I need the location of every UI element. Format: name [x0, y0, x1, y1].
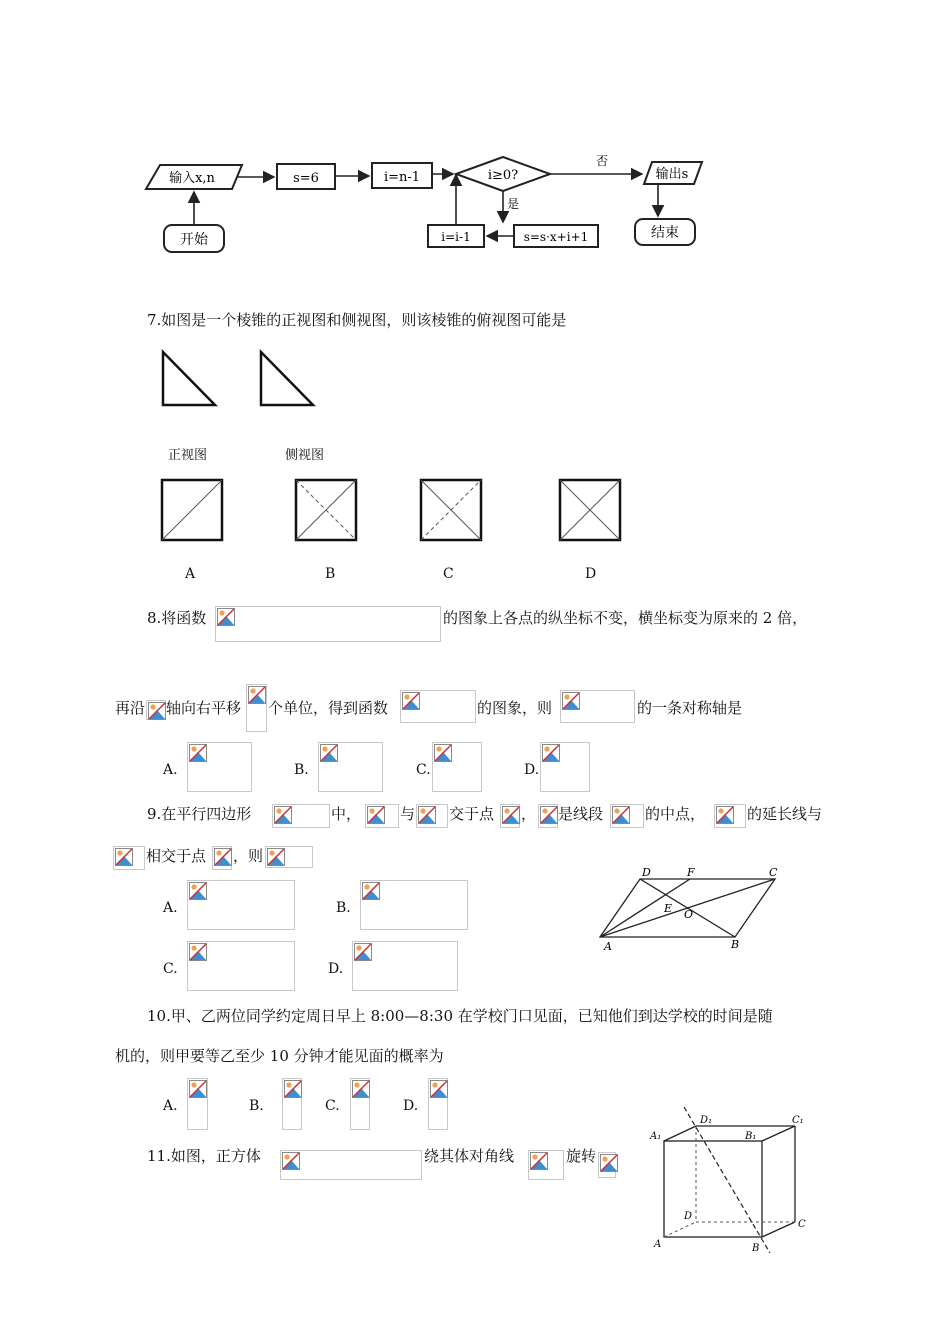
q9-text-1: 9.在平行四边形: [147, 805, 252, 823]
flow-s-update-text: s=s·x+i+1: [523, 230, 589, 244]
broken-image-icon: [189, 882, 207, 900]
formula-image: [560, 690, 635, 723]
formula-image: [528, 1150, 564, 1180]
option-formula-image: [187, 1078, 208, 1130]
flow-output-text: 输出s: [655, 167, 689, 182]
broken-image-icon: [362, 882, 380, 900]
broken-image-icon: [148, 702, 166, 720]
formula-image: [400, 690, 476, 723]
option-formula-image: [187, 941, 295, 991]
cube-label-d1: D₁: [700, 1115, 713, 1126]
flow-no-label: 否: [596, 154, 609, 168]
q8-option-a: A.: [163, 762, 178, 778]
q10-option-c: C.: [325, 1098, 340, 1114]
q9-text-3: 与: [400, 805, 416, 823]
option-formula-image: [187, 742, 252, 792]
fig-label-o: O: [684, 908, 694, 921]
front-view-label: 正视图: [168, 448, 208, 463]
option-formula-image: [352, 941, 458, 991]
broken-image-icon: [612, 806, 630, 824]
q7-text: 7.如图是一个棱锥的正视图和侧视图，则该棱锥的俯视图可能是: [147, 311, 567, 329]
flow-end-text: 结束: [651, 225, 679, 241]
fig-label-a: A: [604, 940, 612, 953]
q10-option-d: D.: [403, 1098, 419, 1114]
q9-text-10: ，则: [233, 847, 264, 865]
option-formula-image: [540, 742, 590, 792]
q9-text-7: 的中点，: [645, 805, 706, 823]
q11-text-1: 11.如图，正方体: [147, 1147, 261, 1165]
q7-option-b: B: [325, 566, 336, 582]
flow-yes-label: 是: [507, 197, 520, 211]
broken-image-icon: [542, 744, 560, 762]
option-formula-image: [432, 742, 482, 792]
q9-text-6: 是线段: [558, 805, 604, 823]
broken-image-icon: [434, 744, 452, 762]
q8-option-b: B.: [294, 762, 309, 778]
q9-text-2: 中，: [331, 805, 362, 823]
q7-option-c: C: [443, 566, 454, 582]
q11-text-3: 旋转: [566, 1147, 597, 1165]
q10-line2: 机的，则甲要等乙至少 10 分钟才能见面的概率为: [115, 1047, 444, 1065]
q8-prefix: 8.将函数: [147, 609, 207, 627]
broken-image-icon: [217, 608, 235, 626]
formula-image: [280, 1150, 422, 1180]
q9-text-9: 相交于点: [146, 847, 207, 865]
broken-image-icon: [214, 848, 232, 866]
option-formula-image: [187, 880, 295, 930]
flow-i-init-text: i=n-1: [383, 170, 421, 185]
q7-option-d: D: [585, 566, 597, 582]
broken-image-icon: [189, 1080, 207, 1098]
fig-label-e: E: [664, 902, 673, 915]
broken-image-icon: [418, 806, 436, 824]
q8-option-c: C.: [416, 762, 431, 778]
side-view-triangle: [261, 352, 313, 405]
formula-image: [416, 804, 448, 828]
broken-image-icon: [367, 806, 385, 824]
front-view-triangle: [163, 352, 215, 405]
formula-image: [212, 846, 232, 870]
flow-s-init-text: s=6: [293, 171, 319, 186]
q8-text-d: 的图象，则: [477, 699, 553, 717]
broken-image-icon: [540, 806, 558, 824]
flow-i-dec-text: i=i-1: [441, 230, 471, 244]
broken-image-icon: [248, 686, 266, 704]
cube-label-a: A: [654, 1239, 662, 1250]
q9-text-8: 的延长线与: [747, 805, 823, 823]
cube-label-b: B: [752, 1243, 760, 1254]
flow-condition-text: i≥0?: [487, 168, 519, 183]
formula-image: [146, 700, 166, 720]
option-formula-image: [360, 880, 468, 930]
formula-image: [500, 804, 520, 828]
formula-image: [215, 606, 441, 642]
broken-image-icon: [115, 848, 133, 866]
option-formula-image: [428, 1078, 448, 1130]
q8-option-d: D.: [524, 762, 540, 778]
broken-image-icon: [352, 1080, 370, 1098]
formula-image: [113, 846, 145, 870]
option-formula-image: [282, 1078, 302, 1130]
q10-option-a: A.: [163, 1098, 178, 1114]
q9-text-5: ，: [521, 805, 537, 823]
broken-image-icon: [189, 943, 207, 961]
formula-image: [265, 846, 313, 868]
fig-label-d: D: [642, 866, 651, 879]
cube-label-c: C: [798, 1219, 806, 1230]
option-formula-image: [350, 1078, 370, 1130]
broken-image-icon: [402, 692, 420, 710]
broken-image-icon: [274, 806, 292, 824]
q10-line1: 10.甲、乙两位同学约定周日早上 8:00—8:30 在学校门口见面，已知他们到达学校的时间是随: [147, 1007, 773, 1025]
cube-label-a1: A₁: [650, 1131, 662, 1142]
q10-option-b: B.: [249, 1098, 264, 1114]
formula-image: [714, 804, 746, 828]
flow-input-text: 输入x,n: [169, 171, 215, 186]
fig-label-b: B: [731, 938, 740, 951]
formula-image: [538, 804, 558, 828]
flowchart: [140, 145, 720, 265]
formula-image: [610, 804, 644, 828]
fig-label-f: F: [687, 866, 695, 879]
formula-image: [246, 684, 267, 732]
formula-image: [365, 804, 399, 828]
broken-image-icon: [716, 806, 734, 824]
broken-image-icon: [354, 943, 372, 961]
q11-text-2: 绕其体对角线: [424, 1147, 515, 1165]
q8-text-b: 轴向右平移: [166, 699, 242, 717]
broken-image-icon: [320, 744, 338, 762]
broken-image-icon: [282, 1152, 300, 1170]
q8-text-a: 再沿: [115, 699, 146, 717]
q9-option-a: A.: [163, 900, 178, 916]
q8-text-e: 的一条对称轴是: [637, 699, 743, 717]
formula-image: [598, 1152, 616, 1178]
parallelogram-figure: [590, 860, 830, 955]
side-view-label: 侧视图: [285, 448, 325, 463]
broken-image-icon: [562, 692, 580, 710]
cube-label-b1: B₁: [745, 1131, 757, 1142]
cube-label-c1: C₁: [792, 1115, 804, 1126]
q9-option-d: D.: [328, 961, 344, 977]
broken-image-icon: [600, 1154, 618, 1172]
broken-image-icon: [267, 848, 285, 866]
option-formula-image: [318, 742, 383, 792]
broken-image-icon: [284, 1080, 302, 1098]
cube-figure: [640, 1105, 860, 1255]
q9-option-b: B.: [336, 900, 351, 916]
q9-text-4: 交于点: [449, 805, 495, 823]
broken-image-icon: [189, 744, 207, 762]
formula-image: [272, 804, 330, 828]
q8-suffix: 的图象上各点的纵坐标不变，横坐标变为原来的 2 倍，: [443, 609, 808, 627]
fig-label-c: C: [769, 866, 778, 879]
q7-views: [150, 345, 650, 585]
q8-text-c: 个单位，得到函数: [268, 699, 389, 717]
q7-option-a: A: [185, 566, 196, 582]
broken-image-icon: [430, 1080, 448, 1098]
broken-image-icon: [530, 1152, 548, 1170]
q9-option-c: C.: [163, 961, 178, 977]
cube-label-d: D: [684, 1211, 693, 1222]
broken-image-icon: [502, 806, 520, 824]
flow-start-text: 开始: [180, 232, 208, 248]
